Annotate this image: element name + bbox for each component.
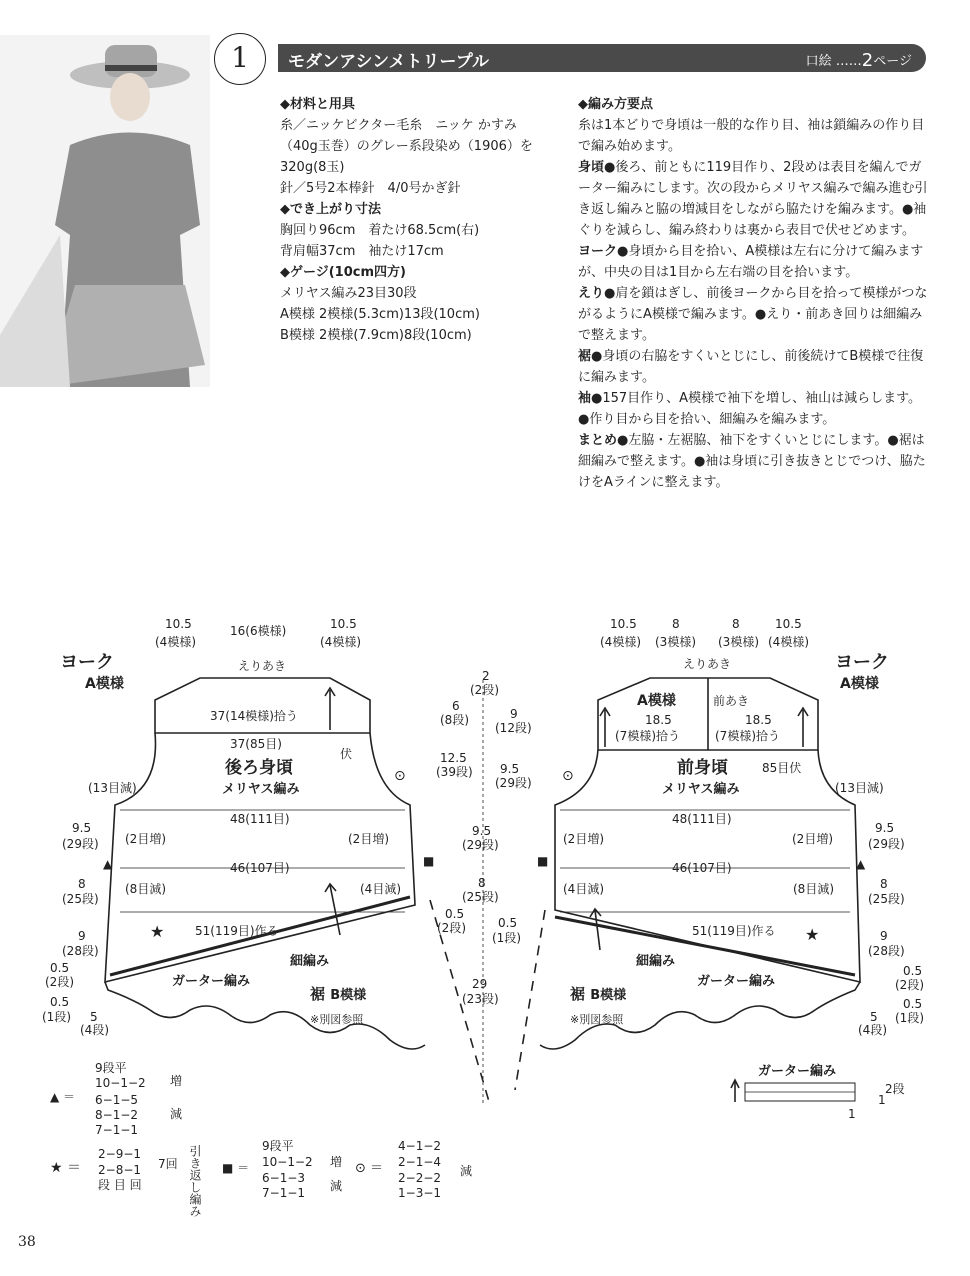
svg-text:12.5: 12.5 (440, 751, 467, 765)
photo-ref: 口絵 ……2ページ (805, 50, 912, 71)
svg-text:0.5: 0.5 (50, 995, 70, 1009)
gauge-line: B模様 2模様(7.9cm)8段(10cm) (280, 328, 472, 343)
svg-text:(4段): (4段) (80, 1023, 109, 1037)
svg-text:8: 8 (78, 877, 86, 891)
svg-text:減: 減 (330, 1179, 343, 1193)
svg-text:(8段): (8段) (440, 713, 469, 727)
svg-text:減: 減 (460, 1164, 473, 1178)
svg-text:(2段): (2段) (45, 975, 74, 989)
materials-line: 針／5号2本棒針 4/0号かぎ針 (280, 181, 461, 196)
svg-text:■ ＝: ■ ＝ (222, 1161, 250, 1175)
svg-text:51(119目)作る: 51(119目)作る (692, 924, 776, 938)
back-r51: 51(119目)作る (195, 924, 279, 938)
svg-text:(25段): (25段) (62, 892, 99, 906)
svg-text:(4模様): (4模様) (155, 635, 196, 649)
svg-text:ガーター編み: ガーター編み (172, 974, 251, 989)
svg-text:(1段): (1段) (492, 931, 521, 945)
svg-text:(1段): (1段) (895, 1011, 924, 1025)
back-top-side: 10.5 (165, 617, 192, 631)
svg-text:0.5: 0.5 (903, 997, 923, 1011)
svg-text:■: ■ (537, 854, 549, 868)
materials-line: 320g(8玉) (280, 160, 345, 175)
svg-text:(2段): (2段) (437, 921, 466, 935)
svg-text:10−1−2: 10−1−2 (95, 1076, 146, 1090)
svg-text:10.5: 10.5 (775, 617, 802, 631)
svg-text:0.5: 0.5 (445, 907, 465, 921)
back-bind: 伏 (340, 747, 353, 761)
size-line: 胸回り96cm 着たけ68.5cm(右) (280, 223, 480, 238)
svg-text:6−1−5: 6−1−5 (95, 1093, 139, 1107)
svg-text:(2段): (2段) (895, 978, 924, 992)
svg-text:段 目 回: 段 目 回 (98, 1178, 142, 1192)
svg-text:7−1−1: 7−1−1 (262, 1186, 306, 1200)
method-item: ヨーク●身頃から目を拾い、A模様は左右に分けて編みますが、中央の目は1目から左右端の目を拾います。 (578, 244, 924, 280)
svg-text:(4模様): (4模様) (768, 635, 809, 649)
method-item: 袖●157目作り、A模様で袖下を増し、袖山は減らします。●作り目から目を拾い、細編みを編みます。 (578, 391, 922, 427)
svg-text:2−1−4: 2−1−4 (398, 1155, 442, 1169)
svg-text:メリヤス編み: メリヤス編み (662, 782, 740, 797)
method-column (578, 94, 930, 493)
svg-text:(23段): (23段) (462, 992, 499, 1006)
svg-text:8−1−2: 8−1−2 (95, 1108, 139, 1122)
model-photo (0, 35, 210, 387)
svg-text:増: 増 (330, 1155, 343, 1169)
svg-text:10.5: 10.5 (330, 617, 357, 631)
svg-text:(4模様): (4模様) (600, 635, 641, 649)
svg-text:18.5: 18.5 (645, 713, 672, 727)
back-stitch: メリヤス編み (222, 782, 300, 797)
gauge-line: メリヤス編み23目30段 (280, 286, 417, 301)
back-neck: えりあき (238, 659, 287, 673)
svg-text:48(111目): 48(111目) (672, 812, 732, 826)
svg-text:8: 8 (732, 617, 740, 631)
svg-text:(25段): (25段) (868, 892, 905, 906)
method-intro: 糸は1本どりで身頃は一般的な作り目、袖は鎖編みの作り目で編み始めます。 (578, 118, 925, 154)
square-icon: ■ (423, 854, 435, 868)
schematic-diagram (0, 600, 970, 1240)
svg-text:4−1−2: 4−1−2 (398, 1139, 442, 1153)
svg-text:(4目減): (4目減) (360, 882, 401, 896)
svg-text:9: 9 (880, 929, 888, 943)
svg-text:(2目増): (2目増) (125, 832, 166, 846)
dot-circle-icon: ⊙ (394, 768, 406, 784)
svg-text:(4段): (4段) (858, 1023, 887, 1037)
svg-text:細編み: 細編み (636, 954, 676, 969)
svg-text:ガーター編み: ガーター編み (697, 974, 776, 989)
svg-text:(2目増): (2目増) (563, 832, 604, 846)
front-hem: 裾 B模様 (570, 985, 627, 1003)
back-title: 後ろ身頃 (225, 758, 293, 778)
svg-text:(7模様)拾う: (7模様)拾う (615, 729, 680, 743)
svg-text:9.5: 9.5 (875, 821, 895, 835)
size-line: 背肩幅37cm 袖たけ17cm (280, 244, 444, 259)
star-icon: ★ (150, 922, 165, 941)
pattern-number: 1 (214, 33, 266, 85)
page-number: 38 (18, 1234, 36, 1250)
svg-text:6−1−3: 6−1−3 (262, 1171, 306, 1185)
svg-text:(29段): (29段) (62, 837, 99, 851)
svg-text:(8目減): (8目減) (793, 882, 834, 896)
materials-line: 糸／ニッケビクター毛糸 ニッケ かすみ (280, 118, 517, 133)
svg-text:細編み: 細編み (290, 954, 330, 969)
svg-text:▲: ▲ (856, 857, 866, 871)
svg-text:A模様: A模様 (637, 693, 676, 709)
method-item: 身頃●後ろ、前ともに119目作り、2段めは表目を編んでガーター編みにします。次の段からメリヤス編みで編み進む引き返し編みと脇の増減目をしながら脇たけを編みます。●袖ぐりを減らし、編み終わりは裏から表目で伏せどめます。 (578, 160, 928, 238)
svg-text:(25段): (25段) (462, 890, 499, 904)
svg-text:1: 1 (878, 1093, 886, 1107)
svg-text:10−1−2: 10−1−2 (262, 1155, 313, 1169)
svg-text:(8目減): (8目減) (125, 882, 166, 896)
svg-text:9.5: 9.5 (500, 762, 520, 776)
svg-text:▲ ＝: ▲ ＝ (50, 1090, 76, 1104)
svg-text:29: 29 (472, 977, 488, 991)
svg-text:⊙: ⊙ (562, 768, 574, 784)
back-yoke-pattern: A模様 (85, 676, 124, 692)
svg-text:(3模様): (3模様) (718, 635, 759, 649)
svg-text:(28段): (28段) (868, 944, 905, 958)
back-dec13: (13目減) (88, 781, 137, 795)
back-top-mid: 16(6模様) (230, 624, 287, 638)
svg-text:46(107目): 46(107目) (672, 861, 732, 875)
svg-text:9.5: 9.5 (472, 824, 492, 838)
svg-text:(13目減): (13目減) (835, 781, 884, 795)
svg-text:9段平: 9段平 (262, 1139, 294, 1153)
svg-text:(39段): (39段) (436, 765, 473, 779)
svg-text:(4目減): (4目減) (563, 882, 604, 896)
svg-text:(28段): (28段) (62, 944, 99, 958)
svg-text:2段: 2段 (885, 1082, 905, 1096)
svg-text:0.5: 0.5 (903, 964, 923, 978)
svg-text:※別図参照: ※別図参照 (570, 1013, 624, 1026)
back-pick: 37(14模様)拾う (210, 709, 298, 723)
gauge-line: A模様 2模様(5.3cm)13段(10cm) (280, 307, 480, 322)
svg-text:A模様: A模様 (840, 676, 879, 692)
svg-text:(3模様): (3模様) (655, 635, 696, 649)
svg-text:(29段): (29段) (495, 776, 532, 790)
svg-text:2−2−2: 2−2−2 (398, 1171, 442, 1185)
method-item: えり●肩を鎖はぎし、前後ヨークから目を拾って模様がつながるようにA模様で編みます。●えり・前あき回りは細編みで整えます。 (578, 286, 928, 343)
svg-text:1: 1 (848, 1107, 856, 1121)
back-r46: 46(107目) (230, 861, 290, 875)
triangle-icon: ▲ (103, 857, 113, 871)
materials-column (280, 94, 550, 346)
svg-text:(4模様): (4模様) (320, 635, 361, 649)
svg-text:(2目増): (2目増) (348, 832, 389, 846)
svg-text:1−3−1: 1−3−1 (398, 1186, 442, 1200)
svg-text:(2目増): (2目増) (792, 832, 833, 846)
garter-title: ガーター編み (758, 1064, 837, 1079)
svg-text:0.5: 0.5 (50, 961, 70, 975)
svg-text:(2段): (2段) (470, 683, 499, 697)
svg-text:8: 8 (880, 877, 888, 891)
svg-text:9: 9 (78, 929, 86, 943)
svg-text:(29段): (29段) (462, 838, 499, 852)
svg-text:前あき: 前あき (713, 694, 750, 708)
svg-text:9.5: 9.5 (72, 821, 92, 835)
svg-text:★: ★ (805, 925, 820, 944)
svg-text:8: 8 (672, 617, 680, 631)
svg-text:※別図参照: ※別図参照 (310, 1013, 364, 1026)
back-yoke: ヨーク (60, 652, 114, 673)
svg-text:増: 増 (170, 1074, 183, 1088)
method-item: まとめ●左脇・左裾脇、袖下をすくいとじにします。●裾は細編みで整えます。●袖は身頃に引き抜きとじでつけ、脇たけをAラインに整えます。 (578, 433, 926, 490)
method-item: 裾●身頃の右脇をすくいとじにし、前後続けてB模様で往復に編みます。 (578, 349, 924, 385)
gauge-heading: ◆ゲージ(10cm四方) (280, 265, 406, 280)
svg-text:減: 減 (170, 1107, 183, 1121)
pattern-title: モダンアシンメトリープル (288, 52, 490, 72)
svg-text:9段平: 9段平 (95, 1061, 127, 1075)
svg-text:5: 5 (870, 1010, 878, 1024)
svg-text:6: 6 (452, 699, 460, 713)
front-title: 前身頃 (677, 758, 728, 778)
svg-text:(1段): (1段) (42, 1010, 71, 1024)
svg-text:2−9−1: 2−9−1 (98, 1147, 142, 1161)
svg-text:(29段): (29段) (868, 837, 905, 851)
svg-text:★ ＝: ★ ＝ (50, 1160, 82, 1176)
svg-text:引き返し編み: 引き返し編み (188, 1145, 202, 1217)
svg-text:0.5: 0.5 (498, 916, 518, 930)
materials-heading: ◆材料と用具 (280, 97, 355, 112)
back-hem: 裾 B模様 (310, 985, 367, 1003)
back-width: 37(85目) (230, 737, 282, 751)
svg-text:8: 8 (478, 876, 486, 890)
svg-text:5: 5 (90, 1010, 98, 1024)
front-bind: 85目伏 (762, 761, 802, 775)
svg-text:(7模様)拾う: (7模様)拾う (715, 729, 780, 743)
front-neck: えりあき (683, 657, 732, 671)
svg-text:(12段): (12段) (495, 721, 532, 735)
method-heading: ◆編み方要点 (578, 97, 653, 112)
svg-text:7−1−1: 7−1−1 (95, 1123, 139, 1137)
svg-text:2: 2 (482, 669, 490, 683)
svg-text:18.5: 18.5 (745, 713, 772, 727)
svg-text:9: 9 (510, 707, 518, 721)
size-heading: ◆でき上がり寸法 (280, 202, 381, 217)
back-r48: 48(111目) (230, 812, 290, 826)
materials-line: （40g玉巻）のグレー系段染め（1906）を (280, 139, 533, 154)
svg-text:2−8−1: 2−8−1 (98, 1163, 142, 1177)
front-yoke: ヨーク (835, 652, 889, 673)
svg-text:⊙ ＝: ⊙ ＝ (355, 1161, 384, 1176)
title-bar (278, 44, 926, 72)
svg-text:10.5: 10.5 (610, 617, 637, 631)
svg-text:7回: 7回 (158, 1157, 178, 1171)
